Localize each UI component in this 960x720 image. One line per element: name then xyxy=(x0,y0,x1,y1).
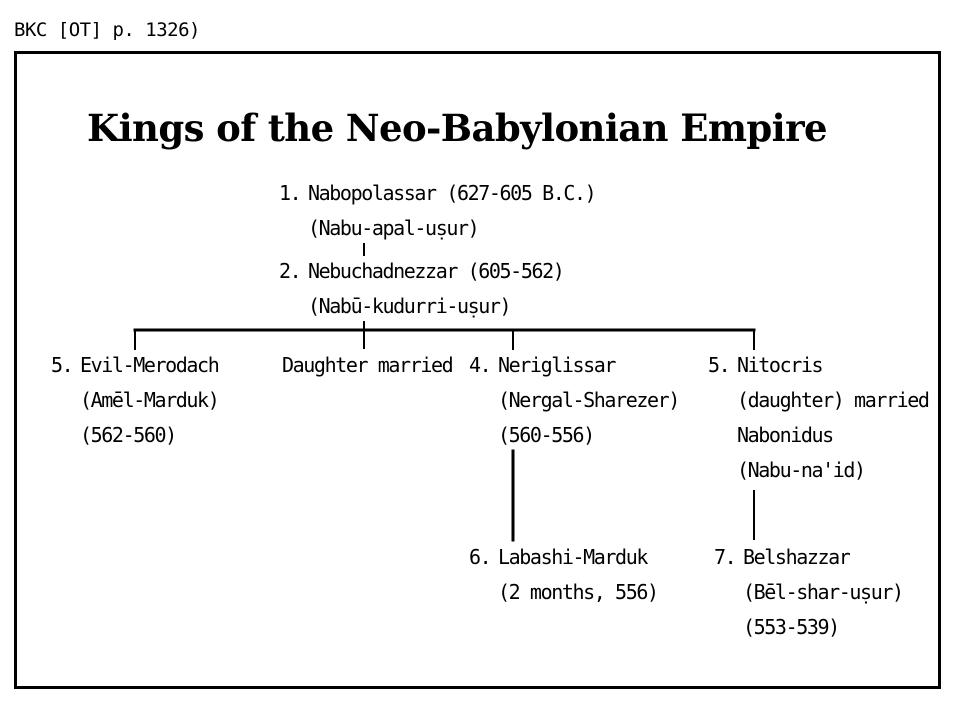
node-name: Belshazzar xyxy=(743,545,850,569)
node-name: Evil-Merodach xyxy=(80,353,219,377)
node-number: 4. xyxy=(469,353,491,377)
node-reign: (2 months, 556) xyxy=(498,580,658,604)
node-number: 2. xyxy=(279,259,301,283)
node-reign: (553-539) xyxy=(743,615,839,639)
node-evil-merodach xyxy=(51,348,218,453)
node-nebuchadnezzar xyxy=(279,254,563,324)
node-alias: (Nergal-Sharezer) xyxy=(498,388,679,412)
node-number: 5. xyxy=(708,353,730,377)
node-relation: (daughter) married xyxy=(737,388,929,412)
node-reign: (562-560) xyxy=(80,423,176,447)
node-alias: (Amēl-Marduk) xyxy=(80,388,219,412)
node-labashi-marduk xyxy=(469,540,658,610)
node-name: Neriglissar xyxy=(498,353,616,377)
node-spouse: Nabonidus xyxy=(737,423,833,447)
node-nitocris xyxy=(708,348,929,488)
source-caption: BKC [OT] p. 1326) xyxy=(14,19,200,41)
node-name: Daughter married xyxy=(282,353,453,377)
node-name: Nabopolassar (627-605 B.C.) xyxy=(308,181,596,205)
node-alias: (Nabu-apal-uṣur) xyxy=(308,216,479,240)
node-number: 1. xyxy=(279,181,301,205)
node-belshazzar xyxy=(714,540,903,645)
node-name: Nitocris xyxy=(737,353,823,377)
node-daughter xyxy=(282,348,452,383)
node-spouse-alias: (Nabu-na'id) xyxy=(737,458,865,482)
node-name: Nebuchadnezzar (605-562) xyxy=(308,259,564,283)
diagram-title: Kings of the Neo-Babylonian Empire xyxy=(87,106,827,150)
node-number: 6. xyxy=(469,545,491,569)
node-nabopolassar xyxy=(279,176,595,246)
node-alias: (Nabū-kudurri-uṣur) xyxy=(308,294,511,318)
node-name: Labashi-Marduk xyxy=(498,545,647,569)
node-number: 7. xyxy=(714,545,736,569)
node-reign: (560-556) xyxy=(498,423,594,447)
node-number: 5. xyxy=(51,353,73,377)
node-alias: (Bēl-shar-uṣur) xyxy=(743,580,903,604)
node-neriglissar xyxy=(469,348,679,453)
